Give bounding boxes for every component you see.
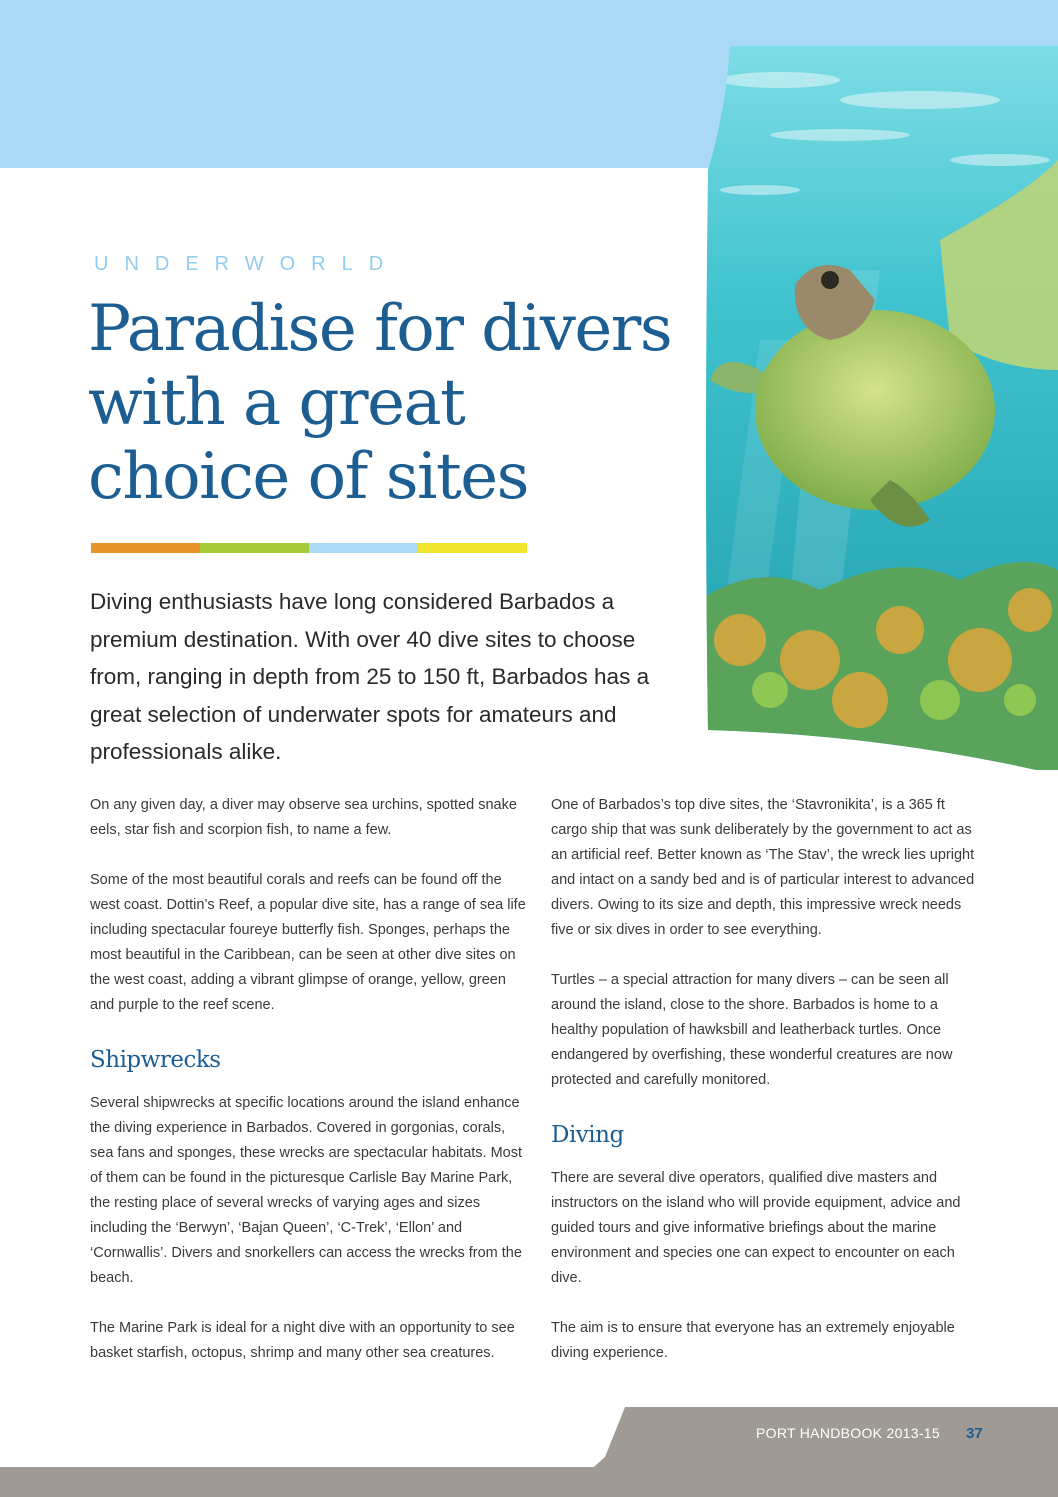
footer-publication: PORT HANDBOOK 2013-15 — [756, 1425, 940, 1441]
section-label: UNDERWORLD — [94, 253, 400, 275]
accent-light-blue — [309, 543, 418, 553]
left-column — [90, 793, 530, 1391]
right-paragraph-1: One of Barbados’s top dive sites, the ‘Stavronikita’, is a 365 ft cargo ship that was sunk deliberately by the government to act as an artificial reef. Better known as ‘The Stav’, the wreck lies upright and intact on a sandy bed and is of particular interest to advanced divers. Owing to its size and depth, this impressive wreck needs five or six dives in order to see everything. — [551, 797, 975, 938]
right-paragraph-3: There are several dive operators, qualified dive masters and instructors on the island who will provide equipment, advice and guided tours and give informative briefings about the marine environment and species one can expect to encounter on each dive. — [551, 1170, 961, 1286]
right-paragraph-2: Turtles – a special attraction for many divers – can be seen all around the island, close to the shore. Barbados is home to a healthy population of hawksbill and leatherback turtles. Once endangered by overfishing, these wonderful creatures are now protected and carefully monitored. — [551, 972, 953, 1088]
sea-turtle-illustration — [700, 40, 1058, 770]
accent-yellow — [418, 543, 527, 553]
left-paragraph-2: Some of the most beautiful corals and reefs can be found off the west coast. Dottin’s Reef, a popular dive site, has a range of sea life including spectacular foureye butterfly fish. Sponges, perhaps the most beautiful in the Caribbean, can be seen at other dive sites on the west coast, adding a vibrant glimpse of orange, yellow, green and purple to the reef scene. — [90, 872, 526, 1013]
headline-line-2: with a great — [88, 366, 465, 440]
headline-line-3: choice of sites — [88, 440, 528, 514]
left-paragraph-4: The Marine Park is ideal for a night dive with an opportunity to see basket starfish, octopus, shrimp and many other sea creatures. — [90, 1320, 515, 1361]
page-headline — [88, 292, 708, 514]
left-paragraph-1: On any given day, a diver may observe sea urchins, spotted snake eels, star fish and scorpion fish, to name a few. — [90, 797, 517, 838]
accent-orange — [91, 543, 200, 553]
accent-green — [200, 543, 309, 553]
intro-paragraph: Diving enthusiasts have long considered Barbados a premium destination. With over 40 dive sites to choose from, ranging in depth from 25 to 150 ft, Barbados has a great selection of underwater spots for amateurs and professionals alike. — [90, 589, 650, 764]
right-paragraph-4: The aim is to ensure that everyone has an extremely enjoyable diving experience. — [551, 1320, 955, 1361]
right-column — [551, 793, 981, 1391]
page-number: 37 — [966, 1425, 983, 1442]
accent-color-bar — [91, 543, 527, 553]
headline-line-1: Paradise for divers — [88, 292, 672, 366]
shipwrecks-heading: Shipwrecks — [90, 1047, 221, 1073]
diving-heading: Diving — [551, 1122, 624, 1148]
left-paragraph-3: Several shipwrecks at specific locations around the island enhance the diving experience in Barbados. Covered in gorgonias, corals, sea fans and sponges, these wrecks are spectacular habitats. Most of them can be found in the picturesque Carlisle Bay Marine Park, the resting place of several wrecks of varying ages and sizes including the ‘Berwyn’, ‘Bajan Queen’, ‘C-Trek’, ‘Ellon’ and ‘Cornwallis’. Divers and snorkellers can access the wrecks from the beach. — [90, 1095, 523, 1286]
sea-turtle-photo — [700, 40, 1058, 770]
footer-band — [0, 1405, 1058, 1497]
